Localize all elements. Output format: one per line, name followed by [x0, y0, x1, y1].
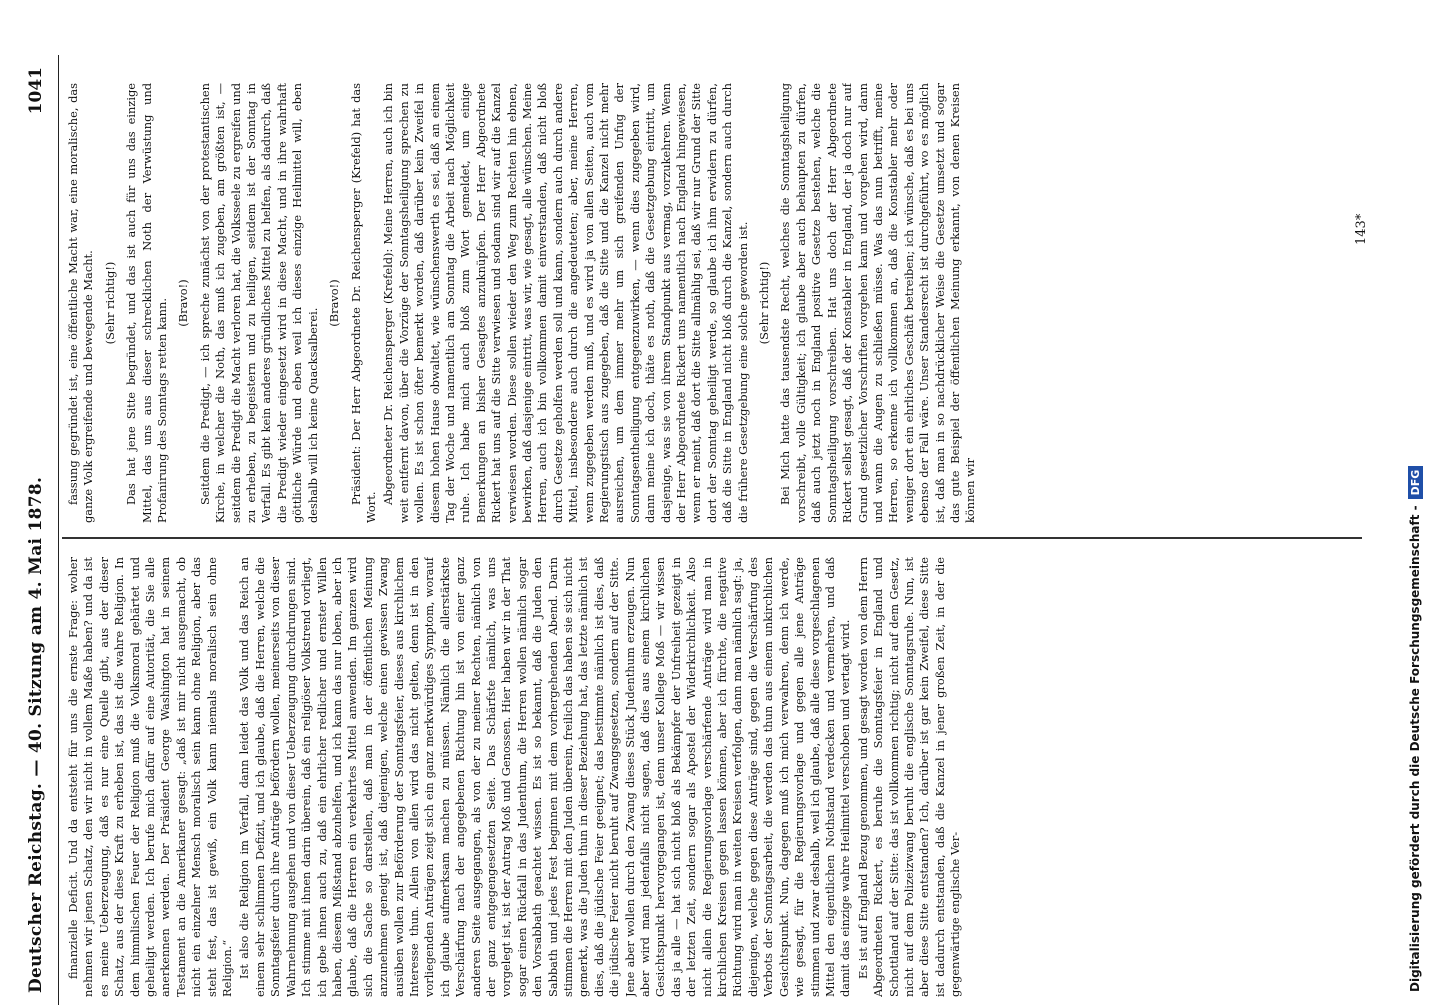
paragraph: Abgeordneter Dr. Reichensperger (Krefeld): Meine Herren, auch ich bin weit entfernt davon, über die Vorzüge der Sonntagsheiligung sprechen zu wollen. Es ist schon öfter bemerkt worden, daß darüber kein Zweifel in diesem hohen Hause obwaltet, wie wünschenswerth es sei, daß an einem Tag der Woche und namentlich am Sonntag die Arbeit nach Möglichkeit ruhe. Ich habe mich auch bloß zum Wort gemeldet, um einige Bemerkungen an bisher Gesagtes anzuknüpfen. Der Herr Abgeordnete Rickert hat uns auf die Sitte verwiesen und sodann sind wir auf die Kanzel verwiesen worden. Diese sollen wieder den Weg zum Rechten hin ebnen, bewirken, daß dasjenige eintritt, was wir, wie gesagt, alle wünschen. Meine Herren, auch ich bin vollkommen damit einverstanden, daß nicht bloß durch Gesetze geholfen werden soll und kann, sondern auch durch andere Mittel, insbesondere auch durch die angedeuteten; aber, meine Herren, wenn zugegeben werden muß, und es wird ja von allen Seiten, auch vom Regierungstisch aus zugegeben, daß die Sitte und die Kanzel nicht mehr ausreichen, um dem immer mehr um sich greifenden Unfug der Sonntagsentheiligung entgegenzuwirken, — wenn dies zugegeben wird, dann meine ich doch, thäte es noth, daß die Gesetzgebung eintritt, um dasjenige, was sie von ihrem Standpunkt aus vermag, vorzukehren. Wenn der Herr Abgeordnete Rickert uns namentlich nach England hingewiesen, wenn er meint, daß dort die Sitte allmählig sei, daß wir nur Grund der Sitte dort der Sonntag geheiligt werde, so glaube ich ihm erwidern zu dürfen, daß die Sitte in England nicht bloß durch die Kanzel, sondern auch durch die frühere Gesetzgebung eine solche geworden ist. [381, 83, 750, 523]
paragraph: finanzielle Deficit. Und da entsteht für uns die ernste Frage: woher nehmen wir jenen Schatz, den wir nicht in vollem Maße haben? und da ist es meine Ueberzeugung, daß es nur eine Quelle gibt, aus der dieser Schatz, aus der diese Kraft zu erheben ist, das ist die wahre Religion. In dem himmlischen Feuer der Religion muß die Volksmoral gehärtet und geheiligt werden. Ich berufe mich dafür auf eine Autorität, die Sie alle anerkennen werden. Der Präsident George Washington hat in seinem Testament an die Amerikaner gesagt: „daß ist mir nicht ausgemacht, ob nicht ein einzelner Mensch moralisch sein kann ohne Religion, aber das steht fest, das ist gewiß, ein Volk kann niemals moralisch sein ohne Religion.“ [66, 557, 235, 997]
left-column [66, 557, 1366, 997]
column-divider [62, 537, 1362, 539]
credit-text: Digitalisierung gefördert durch die Deutsche Forschungsgemeinschaft - [1408, 505, 1422, 992]
paragraph: Es ist auf England Bezug genommen, und gesagt worden von dem Herrn Abgeordneten Rickert, es beruhe die Sonntagsfeier in England und Schottland auf der Sitte: das ist vollkommen richtig; nicht auf dem Gesetz, nicht auf dem Polizeizwang beruht die englische Sonntagsruhe. Nun, ist aber diese Sitte entstanden? Ich, darüber ist gar kein Zweifel, diese Sitte ist dadurch entstanden, daß die Kanzel in jener großen Zeit, in der die gegenwärtige englische Ver- [855, 557, 963, 997]
paragraph: Bei Mich hatte das tausendste Recht, welches die Sonntagsheiligung vorschreibt, volle Gültigkeit; ich glaube aber auch behaupten zu dürfen, daß auch jetzt noch in England positive Gesetze bestehen, welche die Sonntagsheiligung vorschreiben. Hat uns doch der Herr Abgeordnete Rickert selbst gesagt, daß der Konstabler in England, der ja doch nur auf Grund gesetzlicher Vorschriften vorgehen kann und vorgehen wird, dann und wann die Augen zu schließen müsse. Was das nun betrifft, meine Herren, so erkenne ich vollkommen an, daß die Konstabler mehr oder weniger dort ein ehrliches Geschäft betreiben; ich wünsche, daß es bei uns ebenso der Fall wäre. Unser Standesrecht ist durchgeführt, wo es möglich ist, daß man in so nachdrücklicher Weise die Gesetze umsetzt und sogar das gute Beispiel der öffentlichen Meinung erkannt, von denen Kreisen können wir [778, 83, 978, 523]
interjection: (Bravo!) [176, 279, 191, 327]
paragraph: Ist also die Religion im Verfall, dann leidet das Volk und das Reich an einem sehr schlimmen Defizit, und ich glaube, daß die Herren, welche die Sonntagsfeier durch ihre Anträge befördern wollen, meinerseits von dieser Wahrnehmung ausgehen und von dieser Ueberzeugung durchdrungen sind. Ich stimme mit ihnen darin überein, daß ein religiöser Volkstrend vorliegt, ich gebe ihnen auch zu, daß ein ehrlicher redlicher und ernster Willen haben, diesem Mißstand abzuhelfen, und ich kann das nur loben, aber ich glaube, daß die Herren ein verkehrtes Mittel anwenden. Im ganzen wird sich die Sache so darstellen, daß man in der öffentlichen Meinung anzunehmen geneigt ist, daß diejenigen, welche einen gewissen Zwang ausüben wollen zur Beförderung der Sonntagsfeier, dieses aus kirchlichem Interesse thun. Allein von allen wird das nicht gelten, denn ist in den vorliegenden Anträgen zeigt sich ein ganz merkwürdiges Symptom, worauf ich glaube aufmerksam machen zu müssen. Nämlich die allerstärkste Verschärfung nach der angegebenen Richtung hin ist von einer ganz anderen Seite ausgegangen, als von der zu meiner Rechten, nämlich von der ganz entgegengesetzten Seite. Das Schärfste nämlich, was uns vorgelegt ist, ist der Antrag Moß und Genossen. Hier haben wir in der That sogar einen Rückfall in das Judenthum, die Herren wollen nämlich sogar den Vorsabbath geachtet wissen. Es ist so bekannt, daß die Juden den Sabbath und jedes Fest beginnen mit dem vorhergehenden Abend. Darin stimmen die Herren mit den Juden überein, freilich das haben sie sich nicht gemerkt, was die Juden thun in dieser Beziehung hat, das letzte nämlich ist dies, daß die jüdische Feier geeignet; das bestimmte nämlich ist dies, daß die jüdische Feier nicht beruht auf Zwangsgesetzen, sondern auf der Sitte. Jene aber wollen durch den Zwang dieses Stück Judenthum erzeugen. Nun aber wird man jedenfalls nicht sagen, daß dies aus einem kirchlichen Gesichtspunkt hervorgegangen ist, denn unser Kollege Moß — wir wissen das ja alle — hat sich nicht bloß als Bekämpfer der Unfreiheit gezeigt in der letzten Zeit, sondern sogar als Apostel der Widerkirchlichkeit. Also nicht allein die Regierungsvorlage verschärfende Anträge wird man in kirchlichen Kreisen gegen lassen können, aber ich fürchte, die negative Richtung wird man in weiten Kreisen verfolgen, dann man nämlich sagt: ja, diejenigen, welche gegen diese Anträge sind, gegen die Verschärfung des Verbots der Sonntagsarbeit, die werden das thun aus einem unkirchlichen Gesichtspunkt. Nun, dagegen muß ich mich verwahren, denn ich werde, wie gesagt, für die Regierungsvorlage und gegen alle jene Anträge stimmen und zwar deshalb, weil ich glaube, daß alle diese vorgeschlagenen Mittel den eigentlichen Nothstand verdecken und vermehren, und daß damit das einzige wahre Heilmittel verschoben und vertagt wird. [237, 557, 853, 997]
paragraph: fassung gegründet ist, eine öffentliche Macht war, eine moralische, das ganze Volk ergreifende und bewegende Macht. [66, 83, 96, 523]
digitization-credit [1408, 466, 1423, 992]
interjection: (Sehr richtig!) [757, 261, 772, 345]
dfg-logo: DFG [1408, 466, 1423, 500]
running-header [18, 55, 59, 1005]
president-line: Präsident: Der Herr Abgeordnete Dr. Reichensperger (Krefeld) hat das Wort. [348, 83, 378, 523]
interjection: (Bravo!) [327, 279, 342, 327]
paragraph: Das hat jene Sitte begründet, und das ist auch für uns das einzige Mittel, das uns aus dieser schrecklichen Noth der Verwüstung und Profanirung des Sonntags retten kann. [124, 83, 170, 523]
signature-mark: 143* [1354, 213, 1369, 245]
paragraph: Seitdem die Predigt, — ich spreche zunächst von der protestantischen Kirche, in welcher die Noth, das muß ich zugeben, am größten ist, — seitdem die Predigt die Macht verloren hat, die Volksseele zu ergreifen und zu erheben, zu begeistern und zu heiligen, seitdem ist der Sonntag in Verfall. Es gibt kein anderes gründliches Mittel zu helfen, als dadurch, daß die Predigt wieder eingesetzt wird in diese Macht, und in ihre wahrhaft göttliche Würde und eben weil ich dieses einzige Heilmittel will, eben deshalb will ich keine Quacksalberei. [197, 83, 320, 523]
right-column [66, 83, 1366, 523]
interjection: (Sehr richtig!) [102, 261, 117, 345]
header-title: Deutscher Reichstag. — 40. Sitzung am 4. Mai 1878. [26, 476, 46, 993]
rotated-page [18, 55, 1378, 1005]
page-number: 1041 [26, 67, 46, 115]
